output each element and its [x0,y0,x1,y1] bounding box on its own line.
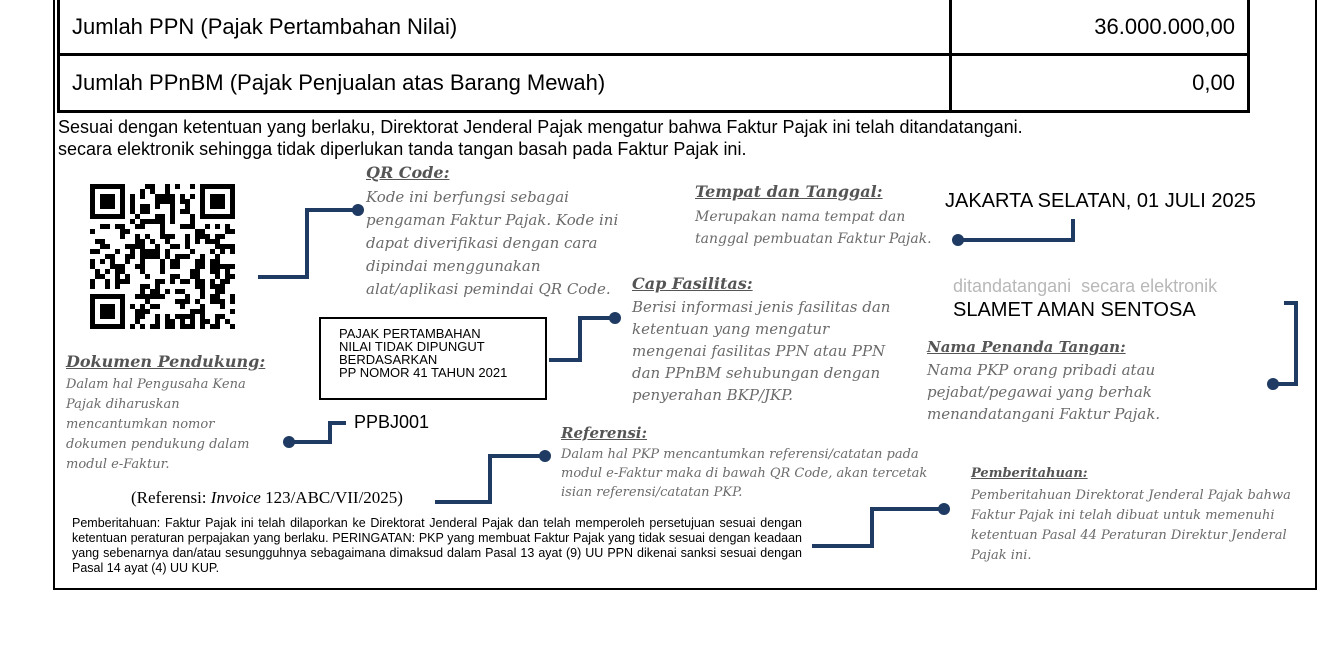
signer-annotation-body: Nama PKP orang pribadi atau pejabat/pegawai yang berhak menandatangani Faktur Pajak. [927,361,1161,423]
esign-label: ditandatangani secara elektronik [953,276,1218,296]
reference-prefix: (Referensi: [131,488,211,507]
facility-annotation-title: Cap Fasilitas: [632,274,753,293]
supporting-doc-annotation-body: Dalam hal Pengusaha Kena Pajak diharuskan mencantumkan nomor dokumen pendukung dalam modul e-Faktur. [66,377,250,472]
ppn-label: Jumlah PPN (Pajak Pertambahan Nilai) [72,13,458,39]
place-date-annotation-body: Merupakan nama tempat dan tanggal pembuatan Faktur Pajak. [695,209,932,247]
supporting-doc-annotation-title: Dokumen Pendukung: [66,352,266,371]
facility-stamp-line: PP NOMOR 41 TAHUN 2021 [339,365,508,380]
facility-stamp-line: PAJAK PERTAMBAHAN [339,326,481,341]
facility-stamp-line: BERDASARKAN [339,352,438,367]
signer-name: SLAMET AMAN SENTOSA [953,299,1196,321]
reference-value [131,488,403,508]
signer-annotation-title: Nama Penanda Tangan: [927,338,1126,356]
legal-notice: Pemberitahuan: Faktur Pajak ini telah dilaporkan ke Direktorat Jenderal Pajak dan telah memperoleh persetujuan sesuai dengan ketentuan peraturan perpajakan yang berlaku. PERINGATAN: PKP yang membuat Faktur Pajak yang tidak sesuai dengan keadaan yang sebenarnya dan/atau sesungguhnya sebagaimana dimaksud dalam Pasal 13 ayat (9) UU PPN dikenai sanksi sesuai dengan Pasal 14 ayat (4) UU KUP. [72,516,802,575]
ppnbm-value: 0,00 [1192,70,1235,95]
notice-annotation-title: Pemberitahuan: [971,466,1088,481]
qr-annotation-title: QR Code: [366,163,450,182]
ppnbm-label: Jumlah PPnBM (Pajak Penjualan atas Barang Mewah) [72,70,606,95]
notice-annotation-body: Pemberitahuan Direktorat Jenderal Pajak bahwa Faktur Pajak ini telah dibuat untuk memenuhi ketentuan Pasal 44 Peraturan Direktur Jenderal Pajak ini. [971,488,1291,563]
reference-italic: Invoice [210,488,261,507]
doc-number-value: PPBJ001 [354,412,430,432]
place-date-annotation-title: Tempat dan Tanggal: [695,182,883,201]
reference-rest: 123/ABC/VII/2025) [260,488,403,507]
facility-annotation-body: Berisi informasi jenis fasilitas dan ketentuan yang mengatur mengenai fasilitas PPN atau PPN dan PPnBM sehubungan dengan penyerahan BKP/JKP. [632,298,891,404]
ppn-value: 36.000.000,00 [1094,13,1235,39]
reference-annotation-title: Referensi: [561,424,648,442]
place-date-value: JAKARTA SELATAN, 01 JULI 2025 [945,190,1256,212]
reference-annotation-body: Dalam hal PKP mencantumkan referensi/catatan pada modul e-Faktur maka di bawah QR Code, akan tercetak isian referensi/catatan PKP. [561,447,928,500]
intro-line-2: secara elektronik sehingga tidak diperlukan tanda tangan basah pada Faktur Pajak ini. [58,139,747,159]
intro-line-1: Sesuai dengan ketentuan yang berlaku, Direktorat Jenderal Pajak mengatur bahwa Faktur Pajak ini telah ditandatangani. [58,117,1023,137]
facility-stamp [319,317,547,400]
facility-stamp-line: NILAI TIDAK DIPUNGUT [339,339,485,354]
qr-annotation-body: Kode ini berfungsi sebagai pengaman Faktur Pajak. Kode ini dapat diverifikasi dengan cara dipindai menggunakan alat/aplikasi pemindai QR Code. [366,188,619,298]
